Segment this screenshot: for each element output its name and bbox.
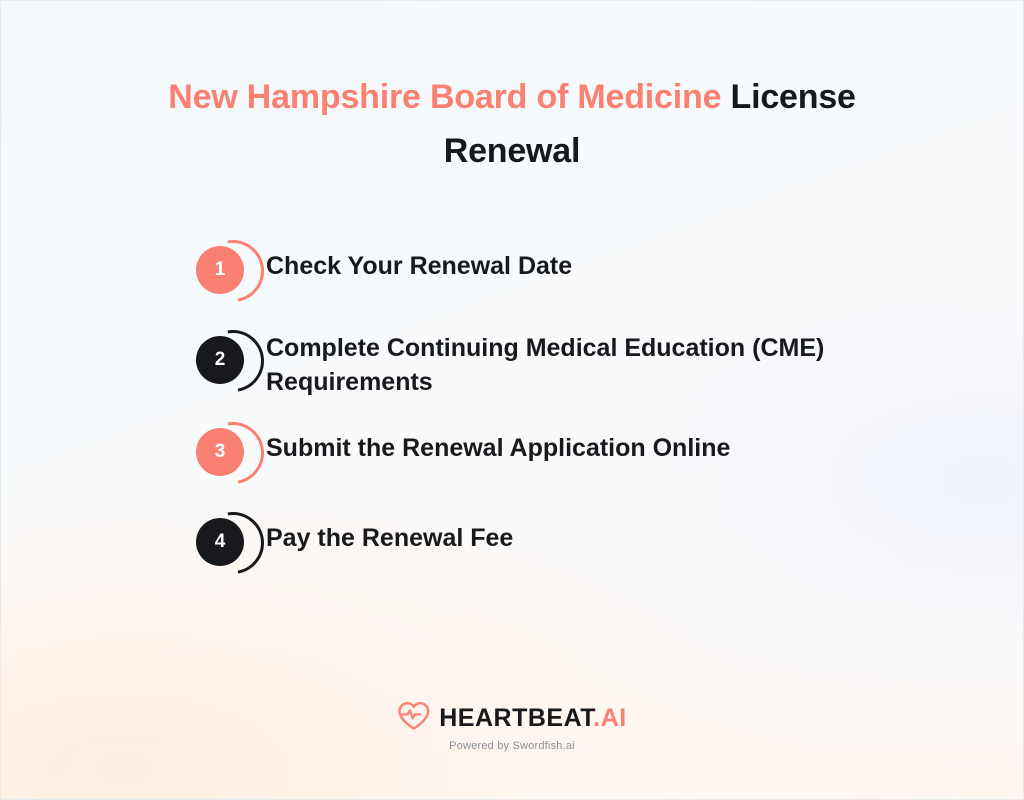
- page-title: [112, 70, 912, 179]
- list-item: [196, 508, 926, 580]
- step-label: Pay the Renewal Fee: [266, 523, 514, 552]
- brand-name-suffix: .AI: [593, 704, 627, 732]
- list-item: [196, 418, 926, 490]
- heart-pulse-icon: [397, 701, 431, 736]
- list-item: [196, 326, 926, 400]
- step-label: Submit the Renewal Application Online: [266, 433, 731, 462]
- step-badge: [196, 508, 266, 580]
- list-item: [196, 236, 926, 308]
- page-title-highlight: New Hampshire Board of Medicine: [168, 78, 722, 116]
- step-badge: [196, 236, 266, 308]
- page-title-rest: License Renewal: [443, 78, 856, 171]
- steps-list: [196, 236, 926, 598]
- brand-name: [439, 704, 627, 733]
- brand-tagline: Powered by Swordfish.ai: [449, 740, 575, 752]
- step-label: Complete Continuing Medical Education (CME) Requirements: [266, 334, 825, 396]
- brand-logo: [397, 701, 627, 736]
- step-badge: [196, 326, 266, 398]
- step-number-circle: 3: [196, 428, 244, 476]
- step-badge: [196, 418, 266, 490]
- step-number-circle: 1: [196, 246, 244, 294]
- footer: [0, 701, 1024, 752]
- step-number-circle: 4: [196, 518, 244, 566]
- brand-name-main: HEARTBEAT: [439, 704, 594, 732]
- step-number-circle: 2: [196, 336, 244, 384]
- step-label: Check Your Renewal Date: [266, 252, 573, 280]
